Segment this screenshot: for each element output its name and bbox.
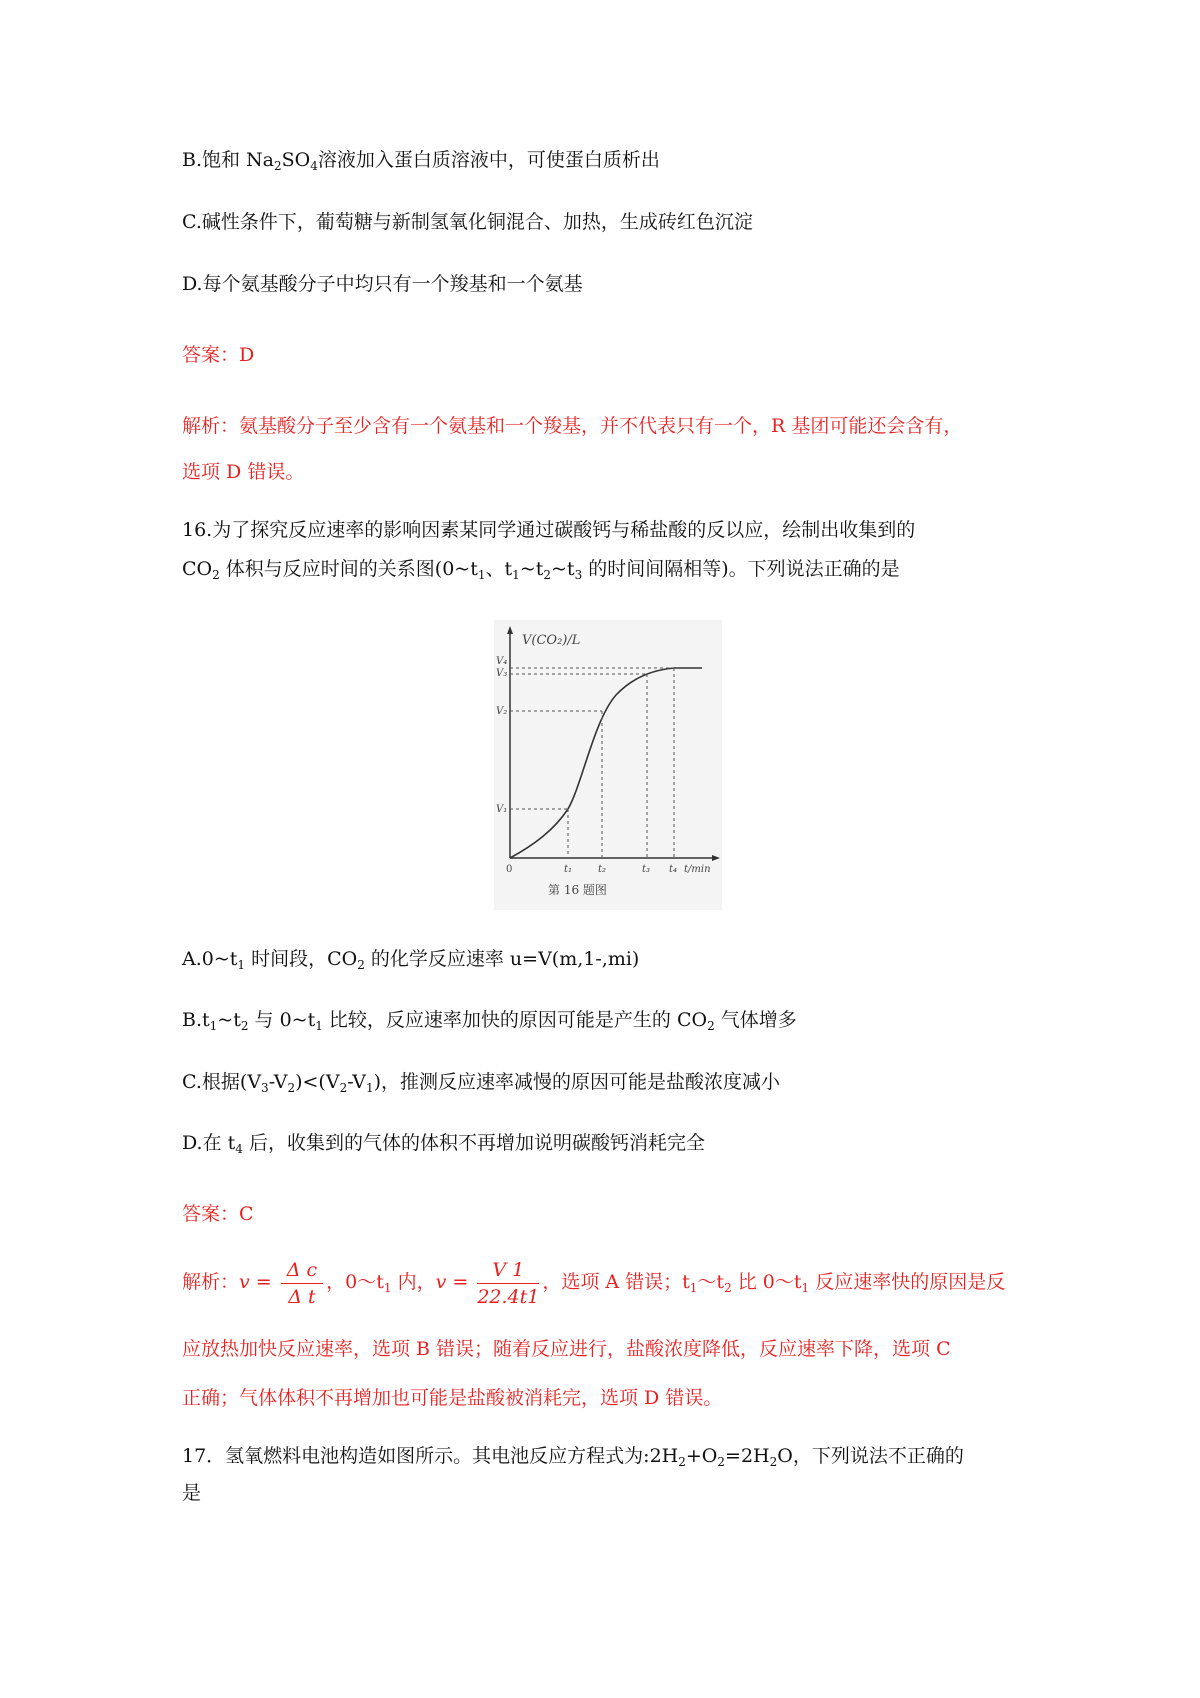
question-17-line2: 是	[182, 1482, 202, 1504]
graph-caption: 第 16 题图	[548, 883, 607, 897]
fraction-v1-over-22-4t1: $\frac{V 1}{22.4t1}$	[477, 1258, 540, 1308]
fraction-delta-c-over-delta-t: $\frac{\text{Δ c}}{\text{Δ t}}$	[281, 1259, 323, 1308]
analysis-15-line2: 选项 D 错误。	[182, 461, 305, 483]
tick-t3: t₃	[642, 864, 651, 875]
analysis-16-line2: 应放热加快反应速率，选项 B 错误；随着反应进行，盐酸浓度降低，反应速率下降，选项 C	[182, 1338, 951, 1360]
tick-origin: 0	[506, 864, 513, 875]
question-16-graph	[494, 620, 722, 910]
tick-v4: V₄	[496, 656, 508, 667]
analysis-15-line1: 解析：氨基酸分子至少含有一个氨基和一个羧基，并不代表只有一个，R 基团可能还会含有，	[182, 415, 963, 437]
tick-v3: V₃	[496, 668, 508, 679]
tick-v1: V₁	[496, 804, 508, 815]
option-16-a: $A.0\sim t_1$ 时间段，$CO_2$ 的化学反应速率 u=V(m,1-,mi)	[182, 948, 640, 972]
question-17-line1: 17．氢氧燃料电池构造如图所示。其电池反应方程式为$:2H_2+O_2=2H_2O$，下列说法不正确的	[182, 1445, 964, 1469]
graph-y-label: V(CO₂)/L	[522, 633, 581, 648]
analysis-16-line3: 正确；气体体积不再增加也可能是盐酸被消耗完，选项 D 错误。	[182, 1387, 723, 1409]
tick-t1: t₁	[564, 864, 573, 875]
graph-x-label: t/min	[684, 864, 711, 875]
option-16-b: $B.t_1\sim t_2$ 与 $0\sim t_1$ 比较，反应速率加快的原因可能是产生的 $CO_2$ 气体增多	[182, 1009, 797, 1033]
answer-16: 答案：C	[182, 1203, 254, 1225]
option-15-c: C.碱性条件下，葡萄糖与新制氢氧化铜混合、加热，生成砖红色沉淀	[182, 211, 753, 233]
question-16-line2: $CO_2$ 体积与反应时间的关系图($0\sim t_1$、$t_1\sim t_2\sim t_3$ 的时间间隔相等)。下列说法正确的是	[182, 558, 900, 582]
tick-t2: t₂	[598, 864, 607, 875]
option-16-c: C.根据$(V_3-V_2)<(V_2-V_1)$，推测反应速率减慢的原因可能是盐酸浓度减小	[182, 1071, 781, 1095]
analysis-16-line1: 解析：v = $\frac{\text{Δ c}}{\text{Δ t}}$ ，$0\sim t_1$ 内，v = $\frac{V 1}{22.4t1}$ ，选项 A 错误；$t_1\sim t_2$ 比 $0\sim t_1$ 反应速率快的原因是反	[182, 1258, 1006, 1308]
answer-15: 答案：D	[182, 344, 255, 366]
option-15-d: D.每个氨基酸分子中均只有一个羧基和一个氨基	[182, 273, 583, 295]
tick-v2: V₂	[496, 706, 508, 717]
question-16-line1: 16.为了探究反应速率的影响因素某同学通过碳酸钙与稀盐酸的反以应，绘制出收集到的	[182, 519, 916, 541]
tick-t4: t₄	[669, 864, 678, 875]
option-16-d: D.在 $t_4$ 后，收集到的气体的体积不再增加说明碳酸钙消耗完全	[182, 1132, 705, 1156]
option-15-b: B.饱和 $Na_2SO_4$溶液加入蛋白质溶液中，可使蛋白质析出	[182, 149, 660, 173]
